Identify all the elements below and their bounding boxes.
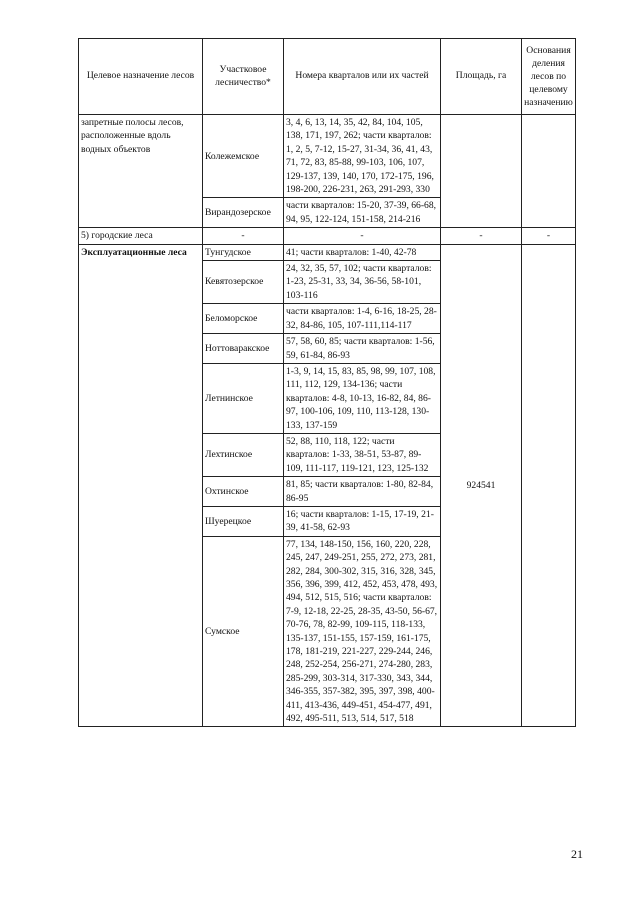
basis-cell: - [522,228,576,244]
district-cell: Колежемское [203,115,284,198]
header-district: Участковое лесничество* [203,39,284,115]
district-cell: Ноттоваракское [203,334,284,364]
table-header-row [79,39,576,115]
district-cell: - [203,228,284,244]
district-cell: Летнинское [203,363,284,433]
table-row [79,228,576,244]
quarters-cell: 1-3, 9, 14, 15, 83, 85, 98, 99, 107, 108, 111, 112, 129, 134-136; части кварталов: 4-8, 10-13, 16-82, 84, 86-97, 100-106, 109, 110, 113-128, 130-133, 137-159 [284,363,441,433]
district-cell: Тунгудское [203,244,284,260]
quarters-cell: 24, 32, 35, 57, 102; части кварталов: 1-23, 25-31, 33, 34, 36-56, 58-101, 103-116 [284,261,441,304]
district-cell: Шуерецкое [203,506,284,536]
header-quarters: Номера кварталов или их частей [284,39,441,115]
quarters-cell: части кварталов: 15-20, 37-39, 66-68, 94, 95, 122-124, 151-158, 214-216 [284,198,441,228]
district-cell: Сумское [203,536,284,727]
basis-cell [522,244,576,727]
category-cell: запретные полосы лесов, расположенные вдоль водных объектов [79,115,203,228]
quarters-cell: 3, 4, 6, 13, 14, 35, 42, 84, 104, 105, 138, 171, 197, 262; части кварталов: 1, 2, 5, 7-12, 15-27, 31-34, 36, 41, 43, 71, 72, 83, 85-88, 99-103, 106, 107, 129-137, 139, 140, 170, 172-175, 196, 198-200, 226-231, 263, 291-293, 330 [284,115,441,198]
quarters-cell: 77, 134, 148-150, 156, 160, 220, 228, 245, 247, 249-251, 255, 272, 273, 281, 282, 284, 300-302, 315, 316, 328, 345, 356, 396, 399, 412, 452, 453, 478, 493, 494, 512, 515, 516; части кварталов: 7-9, 12-18, 22-25, 28-35, 43-50, 56-67, 70-76, 78, 82-99, 109-115, 118-133, 135-137, 151-155, 157-159, 161-175, 178, 181-219, 221-227, 229-244, 246, 248, 252-254, 256-271, 274-280, 283, 285-299, 303-314, 317-330, 343, 344, 346-355, 357-382, 395, 397, 398, 400-411, 413-436, 449-451, 454-477, 491, 492, 495-511, 513, 514, 517, 518 [284,536,441,727]
page-number: 21 [571,847,583,861]
forest-purpose-table [78,38,576,727]
district-cell: Охтинское [203,477,284,507]
table-row [79,244,576,260]
quarters-cell: 52, 88, 110, 118, 122; части кварталов: 1-33, 38-51, 53-87, 89-109, 111-117, 119-121, 123, 125-132 [284,433,441,476]
district-cell: Лехтинское [203,433,284,476]
quarters-cell: 57, 58, 60, 85; части кварталов: 1-56, 59, 61-84, 86-93 [284,334,441,364]
category-cell: Эксплуатационные леса [79,244,203,727]
quarters-cell: 16; части кварталов: 1-15, 17-19, 21-39, 41-58, 62-93 [284,506,441,536]
header-basis: Основания деления лесов по целевому назначению [522,39,576,115]
header-purpose: Целевое назначение лесов [79,39,203,115]
district-cell: Кевятозерское [203,261,284,304]
area-cell: 924541 [441,244,522,727]
table-row [79,115,576,198]
header-area: Площадь, га [441,39,522,115]
category-cell: 5) городские леса [79,228,203,244]
area-cell [441,115,522,228]
area-cell: - [441,228,522,244]
quarters-cell: - [284,228,441,244]
basis-cell [522,115,576,228]
district-cell: Вирандозерское [203,198,284,228]
quarters-cell: части кварталов: 1-4, 6-16, 18-25, 28-32, 84-86, 105, 107-111,114-117 [284,304,441,334]
quarters-cell: 81, 85; части кварталов: 1-80, 82-84, 86-95 [284,477,441,507]
district-cell: Беломорское [203,304,284,334]
quarters-cell: 41; части кварталов: 1-40, 42-78 [284,244,441,260]
